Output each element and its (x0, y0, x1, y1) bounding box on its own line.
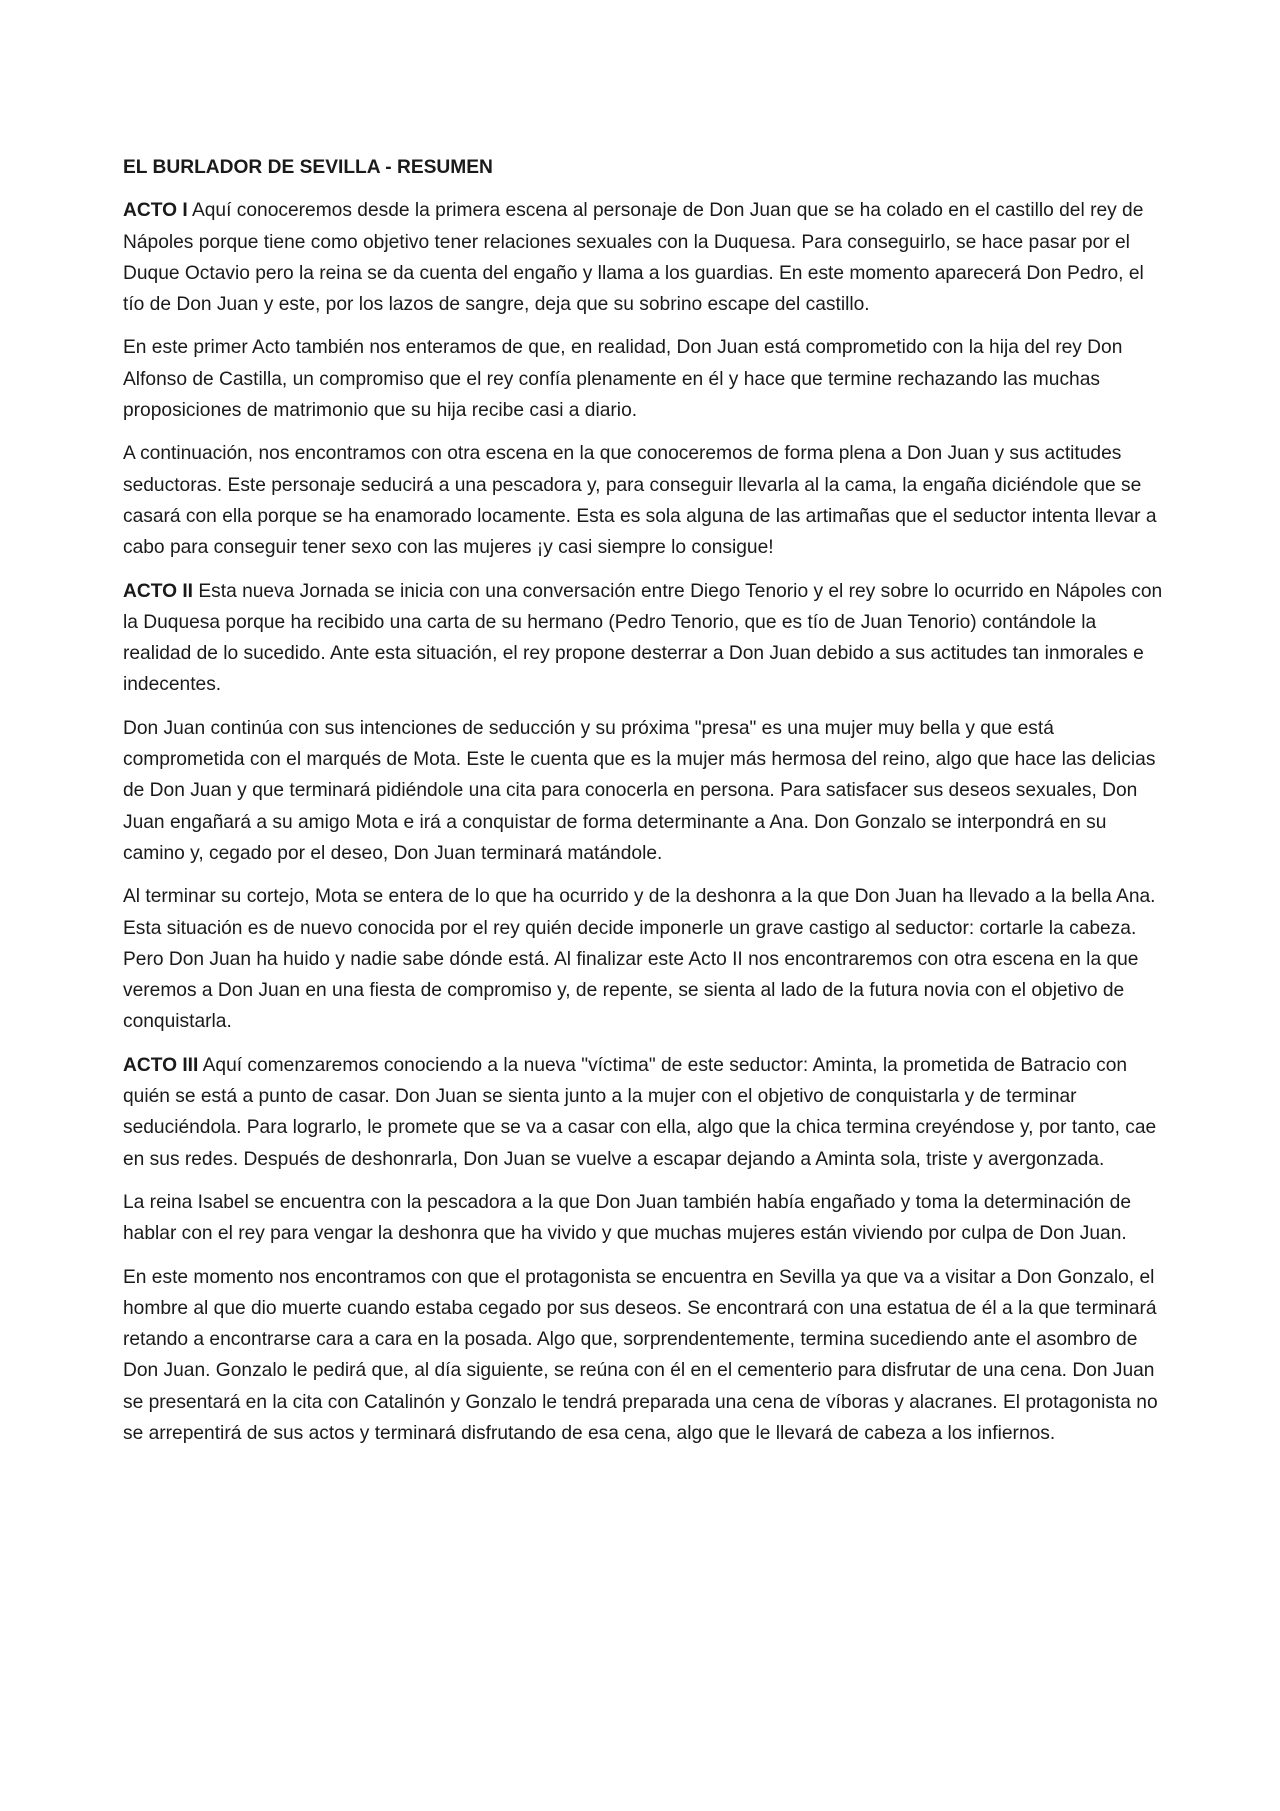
paragraph-text: En este primer Acto también nos enteramos de que, en realidad, Don Juan está comprometido con la hija del rey Don Alfonso de Castilla, un compromiso que el rey confía plenamente en él y hace que termine rechazando las muchas proposiciones de matrimonio que su hija recibe casi a diario. (123, 337, 1123, 422)
paragraph (123, 332, 1163, 426)
paragraph (123, 1187, 1163, 1250)
paragraph (123, 1262, 1163, 1450)
paragraph-text: Aquí conoceremos desde la primera escena al personaje de Don Juan que se ha colado en el castillo del rey de Nápoles porque tiene como objetivo tener relaciones sexuales con la Duquesa. Para conseguirlo, se hace pasar por el Duque Octavio pero la reina se da cuenta del engaño y llama a los guardias. En este momento aparecerá Don Pedro, el tío de Don Juan y este, por los lazos de sangre, deja que su sobrino escape del castillo. (123, 200, 1144, 316)
paragraph-lead: ACTO II (123, 580, 194, 602)
paragraph-text: Aquí comenzaremos conociendo a la nueva "víctima" de este seductor: Aminta, la prometida de Batracio con quién se está a punto de casar. Don Juan se sienta junto a la mujer con el objetivo de conquistarla y de terminar seduciéndola. Para lograrlo, le promete que se va a casar con ella, algo que la chica termina creyéndose y, por tanto, cae en sus redes. Después de deshonrarla, Don Juan se vuelve a escapar dejando a Aminta sola, triste y avergonzada. (123, 1054, 1157, 1170)
paragraph-text: En este momento nos encontramos con que el protagonista se encuentra en Sevilla ya que va a visitar a Don Gonzalo, el hombre al que dio muerte cuando estaba cegado por sus deseos. Se encontrará con una estatua de él a la que terminará retando a encontrarse cara a cara en la posada. Algo que, sorprendentemente, termina sucediendo ante el asombro de Don Juan. Gonzalo le pedirá que, al día siguiente, se reúna con él en el cementerio para disfrutar de una cena. Don Juan se presentará en la cita con Catalinón y Gonzalo le tendrá preparada una cena de víboras y alacranes. El protagonista no se arrepentirá de sus actos y terminará disfrutando de esa cena, algo que le llevará de cabeza a los infiernos. (123, 1266, 1158, 1444)
paragraph-lead: ACTO III (123, 1054, 199, 1076)
paragraph-text: Al terminar su cortejo, Mota se entera de lo que ha ocurrido y de la deshonra a la que Don Juan ha llevado a la bella Ana. Esta situación es de nuevo conocida por el rey quién decide imponerle un grave castigo al seductor: cortarle la cabeza. Pero Don Juan ha huido y nadie sabe dónde está. Al finalizar este Acto II nos encontraremos con otra escena en la que veremos a Don Juan en una fiesta de compromiso y, de repente, se sienta al lado de la futura novia con el objetivo de conquistarla. (123, 886, 1156, 1033)
paragraph (123, 438, 1163, 563)
document-title: EL BURLADOR DE SEVILLA - RESUMEN (123, 157, 493, 178)
paragraph-text: La reina Isabel se encuentra con la pescadora a la que Don Juan también había engañado y toma la determinación de hablar con el rey para vengar la deshonra que ha vivido y que muchas mujeres están viviendo por culpa de Don Juan. (123, 1191, 1132, 1245)
paragraph-acto-3 (123, 1050, 1163, 1175)
paragraph-acto-1 (123, 195, 1163, 320)
paragraph-acto-2 (123, 576, 1163, 701)
document-page (123, 152, 1163, 1461)
paragraph-text: A continuación, nos encontramos con otra escena en la que conoceremos de forma plena a Don Juan y sus actitudes seductoras. Este personaje seducirá a una pescadora y, para conseguir llevarla al la cama, la engaña diciéndole que se casará con ella porque se ha enamorado locamente. Esta es sola alguna de las artimañas que el seductor intenta llevar a cabo para conseguir tener sexo con las mujeres ¡y casi siempre lo consigue! (123, 443, 1157, 559)
paragraph (123, 881, 1163, 1037)
paragraph-lead: ACTO I (123, 200, 188, 222)
paragraph-text: Don Juan continúa con sus intenciones de seducción y su próxima "presa" es una mujer muy bella y que está comprometida con el marqués de Mota. Este le cuenta que es la mujer más hermosa del reino, algo que hace las delicias de Don Juan y que terminará pidiéndole una cita para conocerla en persona. Para satisfacer sus deseos sexuales, Don Juan engañará a su amigo Mota e irá a conquistar de forma determinante a Ana. Don Gonzalo se interpondrá en su camino y, cegado por el deseo, Don Juan terminará matándole. (123, 717, 1156, 864)
paragraph (123, 713, 1163, 869)
paragraph-text: Esta nueva Jornada se inicia con una conversación entre Diego Tenorio y el rey sobre lo ocurrido en Nápoles con la Duquesa porque ha recibido una carta de su hermano (Pedro Tenorio, que es tío de Juan Tenorio) contándole la realidad de lo sucedido. Ante esta situación, el rey propone desterrar a Don Juan debido a sus actitudes tan inmorales e indecentes. (123, 580, 1163, 696)
